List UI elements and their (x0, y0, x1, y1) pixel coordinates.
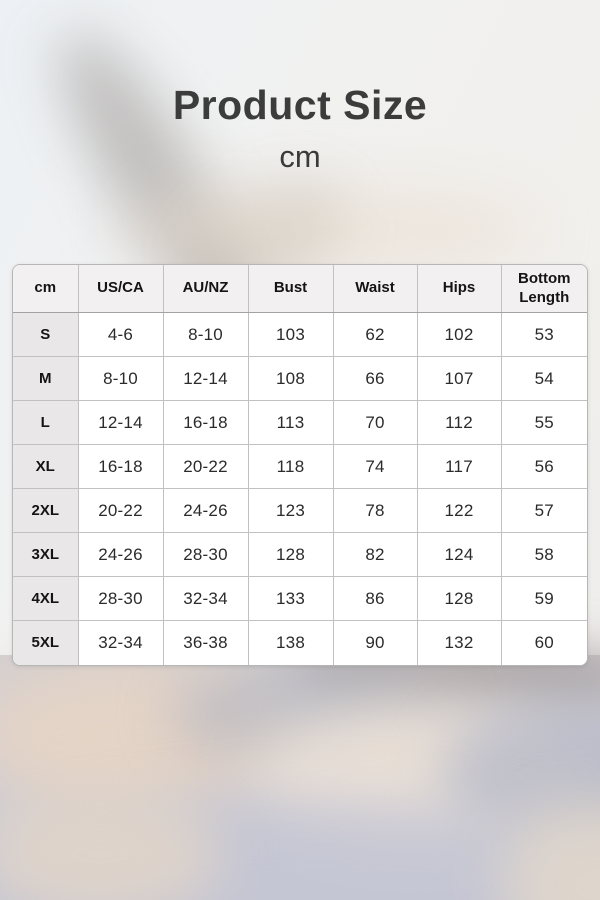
column-header-au-nz: AU/NZ (163, 265, 248, 313)
waist-value: 82 (333, 533, 417, 577)
bottom-length-value: 54 (501, 357, 587, 401)
us-ca-value: 32-34 (78, 621, 163, 665)
size-label: 4XL (13, 577, 78, 621)
table-row-2xl (13, 489, 587, 533)
bottom-length-value: 60 (501, 621, 587, 665)
us-ca-value: 24-26 (78, 533, 163, 577)
waist-value: 70 (333, 401, 417, 445)
hips-value: 124 (417, 533, 501, 577)
au-nz-value: 36-38 (163, 621, 248, 665)
bottom-length-value: 59 (501, 577, 587, 621)
au-nz-value: 28-30 (163, 533, 248, 577)
bust-value: 113 (248, 401, 333, 445)
hips-value: 112 (417, 401, 501, 445)
waist-value: 74 (333, 445, 417, 489)
bust-value: 123 (248, 489, 333, 533)
page-title: Product Size (172, 82, 428, 128)
bottom-length-value: 58 (501, 533, 587, 577)
size-chart-table-container (12, 264, 588, 666)
au-nz-value: 24-26 (163, 489, 248, 533)
size-chart-table (13, 265, 587, 665)
au-nz-value: 12-14 (163, 357, 248, 401)
table-header-row (13, 265, 587, 313)
bust-value: 103 (248, 313, 333, 357)
size-label: S (13, 313, 78, 357)
waist-value: 86 (333, 577, 417, 621)
bottom-length-value: 57 (501, 489, 587, 533)
au-nz-value: 32-34 (163, 577, 248, 621)
bust-value: 108 (248, 357, 333, 401)
table-row-4xl (13, 577, 587, 621)
au-nz-value: 20-22 (163, 445, 248, 489)
column-header-hips: Hips (417, 265, 501, 313)
bottom-length-value: 56 (501, 445, 587, 489)
us-ca-value: 16-18 (78, 445, 163, 489)
waist-value: 62 (333, 313, 417, 357)
table-row-5xl (13, 621, 587, 665)
us-ca-value: 4-6 (78, 313, 163, 357)
au-nz-value: 8-10 (163, 313, 248, 357)
column-header-waist: Waist (333, 265, 417, 313)
unit-label: cm (279, 139, 321, 174)
table-row-l (13, 401, 587, 445)
hips-value: 132 (417, 621, 501, 665)
table-row-m (13, 357, 587, 401)
waist-value: 78 (333, 489, 417, 533)
bottom-length-value: 53 (501, 313, 587, 357)
column-header-cm: cm (13, 265, 78, 313)
table-row-xl (13, 445, 587, 489)
bust-value: 128 (248, 533, 333, 577)
size-label: 5XL (13, 621, 78, 665)
au-nz-value: 16-18 (163, 401, 248, 445)
table-row-3xl (13, 533, 587, 577)
bust-value: 138 (248, 621, 333, 665)
size-label: XL (13, 445, 78, 489)
bottom-length-value: 55 (501, 401, 587, 445)
column-header-bust: Bust (248, 265, 333, 313)
hips-value: 122 (417, 489, 501, 533)
size-label: 2XL (13, 489, 78, 533)
bust-value: 133 (248, 577, 333, 621)
size-label: L (13, 401, 78, 445)
size-label: M (13, 357, 78, 401)
us-ca-value: 12-14 (78, 401, 163, 445)
us-ca-value: 28-30 (78, 577, 163, 621)
bust-value: 118 (248, 445, 333, 489)
waist-value: 66 (333, 357, 417, 401)
hips-value: 117 (417, 445, 501, 489)
hips-value: 102 (417, 313, 501, 357)
column-header-us-ca: US/CA (78, 265, 163, 313)
hips-value: 107 (417, 357, 501, 401)
column-header-bottom-length: Bottom Length (501, 265, 587, 313)
size-label: 3XL (13, 533, 78, 577)
us-ca-value: 8-10 (78, 357, 163, 401)
hips-value: 128 (417, 577, 501, 621)
us-ca-value: 20-22 (78, 489, 163, 533)
table-row-s (13, 313, 587, 357)
waist-value: 90 (333, 621, 417, 665)
